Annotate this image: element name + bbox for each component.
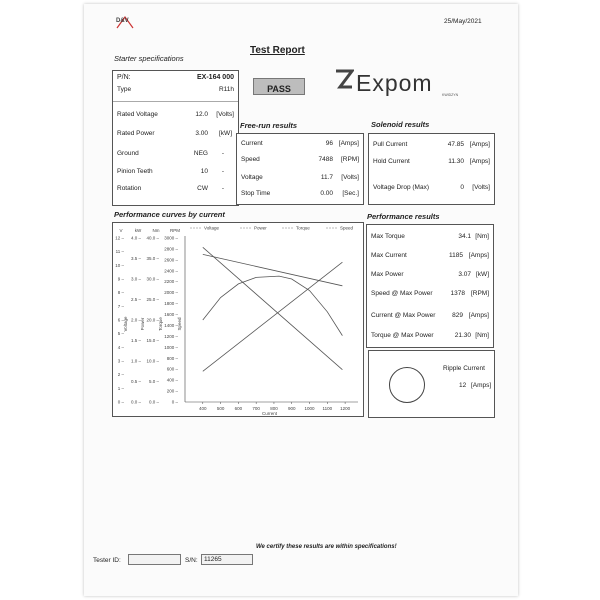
perf-row — [371, 271, 489, 283]
perf-unit: [Nm] — [475, 332, 489, 339]
type-row — [117, 86, 234, 98]
spec-unit: - — [221, 185, 224, 192]
perf-value: 1185 — [449, 252, 463, 259]
ripple-value: 12 — [459, 382, 467, 389]
y-tick-label: 1600 – — [164, 312, 178, 318]
y-tick-label: 0 – — [171, 399, 178, 405]
y-tick-label: 1400 – — [164, 322, 178, 328]
y-tick-label: 2.0 – — [130, 317, 141, 323]
free-run-value: 96 — [325, 140, 333, 147]
spec-row — [117, 168, 234, 180]
solenoid-label: Hold Current — [373, 158, 410, 165]
y-tick-label: 20.0 – — [146, 317, 159, 323]
y-tick-label: 10.0 – — [146, 358, 159, 364]
free-run-unit: [RPM] — [340, 156, 359, 163]
y-tick-label: 0.5 – — [130, 379, 141, 384]
series-power-line — [203, 276, 343, 336]
logo-text: D&V — [116, 18, 129, 24]
y-tick-label: 2 – — [117, 372, 124, 378]
y-tick-label: 2600 – — [164, 257, 178, 263]
spec-value: 12.0 — [195, 111, 208, 118]
perf-unit: [Amps] — [468, 312, 489, 319]
free-run-value: 0.00 — [320, 190, 333, 197]
y-tick-label: 3.0 – — [130, 276, 141, 282]
y-tick-label: 1.0 – — [130, 358, 141, 364]
starter-specs-title: Starter specifications — [114, 54, 184, 63]
solenoid-title: Solenoid results — [371, 120, 430, 129]
spec-row — [117, 150, 234, 162]
performance-chart — [112, 222, 364, 417]
perf-label: Speed @ Max Power — [371, 290, 433, 297]
y-tick-label: 0.0 – — [130, 399, 141, 405]
pn-label: P/N: — [117, 74, 131, 81]
spec-unit: - — [221, 150, 224, 157]
brand-z-icon — [334, 69, 354, 91]
spec-unit: [kW] — [219, 130, 232, 137]
perf-value: 3.07 — [458, 271, 471, 278]
spec-unit: [Volts] — [216, 111, 234, 118]
brand-subtitle: KWIDZYN — [442, 93, 459, 97]
x-axis-label: Current — [261, 411, 278, 416]
free-run-row — [241, 190, 359, 202]
perf-label: Max Power — [371, 271, 404, 278]
spec-label: Ground — [117, 150, 139, 157]
chart-title: Performance curves by current — [114, 210, 225, 219]
report-date: 25/May/2021 — [444, 18, 482, 25]
free-run-row — [241, 174, 359, 186]
free-run-row — [241, 156, 359, 168]
free-run-unit: [Amps] — [338, 140, 359, 147]
spec-label: Rated Voltage — [117, 111, 158, 118]
free-run-value: 11.7 — [320, 174, 333, 181]
perf-value: 21.30 — [454, 332, 471, 339]
perf-value: 1378 — [450, 290, 465, 297]
tester-id-field[interactable] — [128, 554, 181, 565]
x-tick-label: 1200 — [340, 406, 351, 411]
y-axis-label: Torque — [158, 317, 163, 331]
pass-badge — [253, 78, 305, 95]
spec-label: Rotation — [117, 185, 142, 192]
spec-value: 3.00 — [195, 130, 208, 137]
free-run-label: Current — [241, 140, 263, 147]
performance-results-title: Performance results — [367, 212, 440, 221]
y-tick-label: 400 – — [166, 377, 178, 383]
divider — [113, 101, 238, 102]
solenoid-row — [373, 141, 490, 153]
y-axis-unit: Nm — [152, 228, 160, 233]
solenoid-unit: [Volts] — [472, 184, 490, 191]
y-axis-unit: kW — [134, 228, 142, 233]
series-torque-line — [203, 262, 343, 371]
free-run-unit: [Sec.] — [342, 190, 359, 197]
x-tick-label: 700 — [252, 406, 260, 411]
y-tick-label: 800 – — [166, 355, 178, 361]
y-tick-label: 4 – — [117, 344, 124, 350]
legend-entry: Torque — [296, 225, 310, 231]
free-run-row — [241, 140, 359, 152]
ripple-waveform-icon — [389, 367, 425, 403]
y-tick-label: 5.0 – — [148, 379, 159, 384]
y-tick-label: 2200 – — [164, 279, 178, 285]
perf-unit: [Amps] — [468, 252, 489, 259]
type-value: R11h — [218, 86, 234, 93]
solenoid-label: Pull Current — [373, 141, 408, 148]
ripple-label: Ripple Current — [443, 365, 485, 372]
starter-specs-box — [112, 70, 239, 206]
x-tick-label: 400 — [199, 406, 207, 411]
perf-unit: [kW] — [476, 271, 489, 278]
y-tick-label: 3000 – — [164, 235, 178, 241]
brand-name: Expom — [356, 70, 433, 96]
pn-row — [117, 74, 234, 86]
y-tick-label: 12 – — [115, 235, 124, 241]
perf-label: Current @ Max Power — [371, 312, 436, 319]
y-axis-label: Voltage — [123, 316, 128, 332]
y-tick-label: 1200 – — [164, 333, 178, 339]
free-run-label: Stop Time — [241, 190, 271, 197]
legend-entry: Power — [254, 225, 267, 231]
y-tick-label: 5 – — [117, 331, 124, 337]
tester-id-label: Tester ID: — [93, 557, 121, 564]
y-tick-label: 15.0 – — [146, 338, 159, 343]
serial-number-field — [201, 554, 253, 565]
y-tick-label: 7 – — [117, 303, 124, 309]
solenoid-box — [368, 133, 495, 205]
free-run-unit: [Volts] — [341, 174, 359, 181]
y-tick-label: 2.5 – — [130, 297, 141, 302]
y-tick-label: 3 – — [117, 358, 124, 364]
y-tick-label: 40.0 – — [146, 235, 159, 241]
y-tick-label: 3.5 – — [130, 256, 141, 261]
x-tick-label: 1000 — [304, 406, 315, 411]
y-tick-label: 200 – — [166, 388, 178, 394]
x-tick-label: 500 — [216, 406, 225, 411]
solenoid-row — [373, 158, 490, 170]
x-tick-label: 900 — [287, 406, 296, 411]
solenoid-label: Voltage Drop (Max) — [373, 184, 429, 191]
y-tick-label: 0 – — [117, 399, 124, 405]
x-tick-label: 600 — [234, 406, 243, 411]
spec-row — [117, 185, 234, 197]
legend-entry: Speed — [340, 225, 354, 231]
pn-value: EX-164 000 — [197, 74, 234, 81]
y-tick-label: 35.0 – — [146, 256, 159, 261]
serial-number-value: 11265 — [204, 556, 222, 563]
brand-logo — [334, 66, 484, 100]
spec-label: Rated Power — [117, 130, 155, 137]
y-axis-label: Speed — [177, 317, 182, 331]
y-tick-label: 1800 – — [164, 301, 178, 307]
x-tick-label: 1100 — [322, 406, 333, 411]
y-tick-label: 11 – — [115, 249, 124, 255]
solenoid-value: 0 — [460, 184, 464, 191]
perf-unit: [RPM] — [470, 290, 489, 297]
ripple-box — [368, 350, 495, 418]
y-tick-label: 2800 – — [164, 246, 178, 252]
legend-entry: Voltage — [204, 225, 220, 231]
y-tick-label: 600 – — [166, 366, 178, 372]
spec-unit: - — [221, 168, 224, 175]
ripple-unit: [Amps] — [471, 382, 492, 389]
perf-row — [371, 233, 489, 245]
serial-number-label: S/N: — [185, 557, 198, 564]
free-run-label: Voltage — [241, 174, 263, 181]
perf-label: Max Current — [371, 252, 407, 259]
perf-row — [371, 332, 489, 344]
free-run-value: 7488 — [318, 156, 333, 163]
perf-label: Torque @ Max Power — [371, 332, 434, 339]
perf-unit: [Nm] — [475, 233, 489, 240]
free-run-label: Speed — [241, 156, 260, 163]
spec-label: Pinion Teeth — [117, 168, 153, 175]
spec-value: CW — [197, 185, 208, 192]
y-tick-label: 10 – — [115, 262, 124, 268]
certification-text: We certify these results are within specifications! — [256, 544, 397, 550]
perf-value: 34.1 — [458, 233, 471, 240]
performance-results-box — [366, 224, 494, 348]
report-title: Test Report — [250, 45, 305, 56]
y-tick-label: 9 – — [117, 276, 124, 282]
pass-label: PASS — [267, 84, 291, 94]
y-tick-label: 1.5 – — [130, 338, 141, 343]
y-tick-label: 6 – — [117, 317, 124, 323]
y-tick-label: 4.0 – — [130, 235, 141, 241]
y-tick-label: 8 – — [117, 290, 124, 296]
perf-row — [371, 312, 489, 324]
y-axis-label: Power — [140, 317, 145, 331]
y-tick-label: 1000 – — [164, 344, 178, 350]
spec-row — [117, 130, 234, 142]
perf-value: 829 — [452, 312, 463, 319]
company-logo — [115, 15, 135, 31]
perf-label: Max Torque — [371, 233, 405, 240]
y-tick-label: 2400 – — [164, 268, 178, 274]
perf-row — [371, 290, 489, 302]
y-tick-label: 1 – — [117, 385, 124, 391]
spec-value: NEG — [193, 150, 208, 157]
y-tick-label: 0.0 – — [148, 399, 159, 405]
solenoid-value: 47.85 — [447, 141, 464, 148]
series-voltage-line — [203, 254, 343, 285]
free-run-title: Free-run results — [240, 121, 298, 130]
y-axis-unit: V — [119, 228, 123, 233]
spec-value: 10 — [200, 168, 208, 175]
solenoid-row — [373, 184, 490, 196]
y-axis-unit: RPM — [170, 228, 180, 233]
x-tick-label: 800 — [270, 406, 278, 411]
y-tick-label: 25.0 – — [146, 297, 159, 302]
solenoid-unit: [Amps] — [469, 158, 490, 165]
type-label: Type — [117, 86, 132, 93]
perf-row — [371, 252, 489, 264]
solenoid-value: 11.30 — [448, 158, 464, 165]
spec-row — [117, 111, 234, 123]
series-speed-line — [203, 247, 343, 369]
y-tick-label: 2000 – — [164, 290, 178, 296]
free-run-box — [236, 133, 364, 205]
y-tick-label: 30.0 – — [146, 276, 159, 282]
solenoid-unit: [Amps] — [469, 141, 490, 148]
